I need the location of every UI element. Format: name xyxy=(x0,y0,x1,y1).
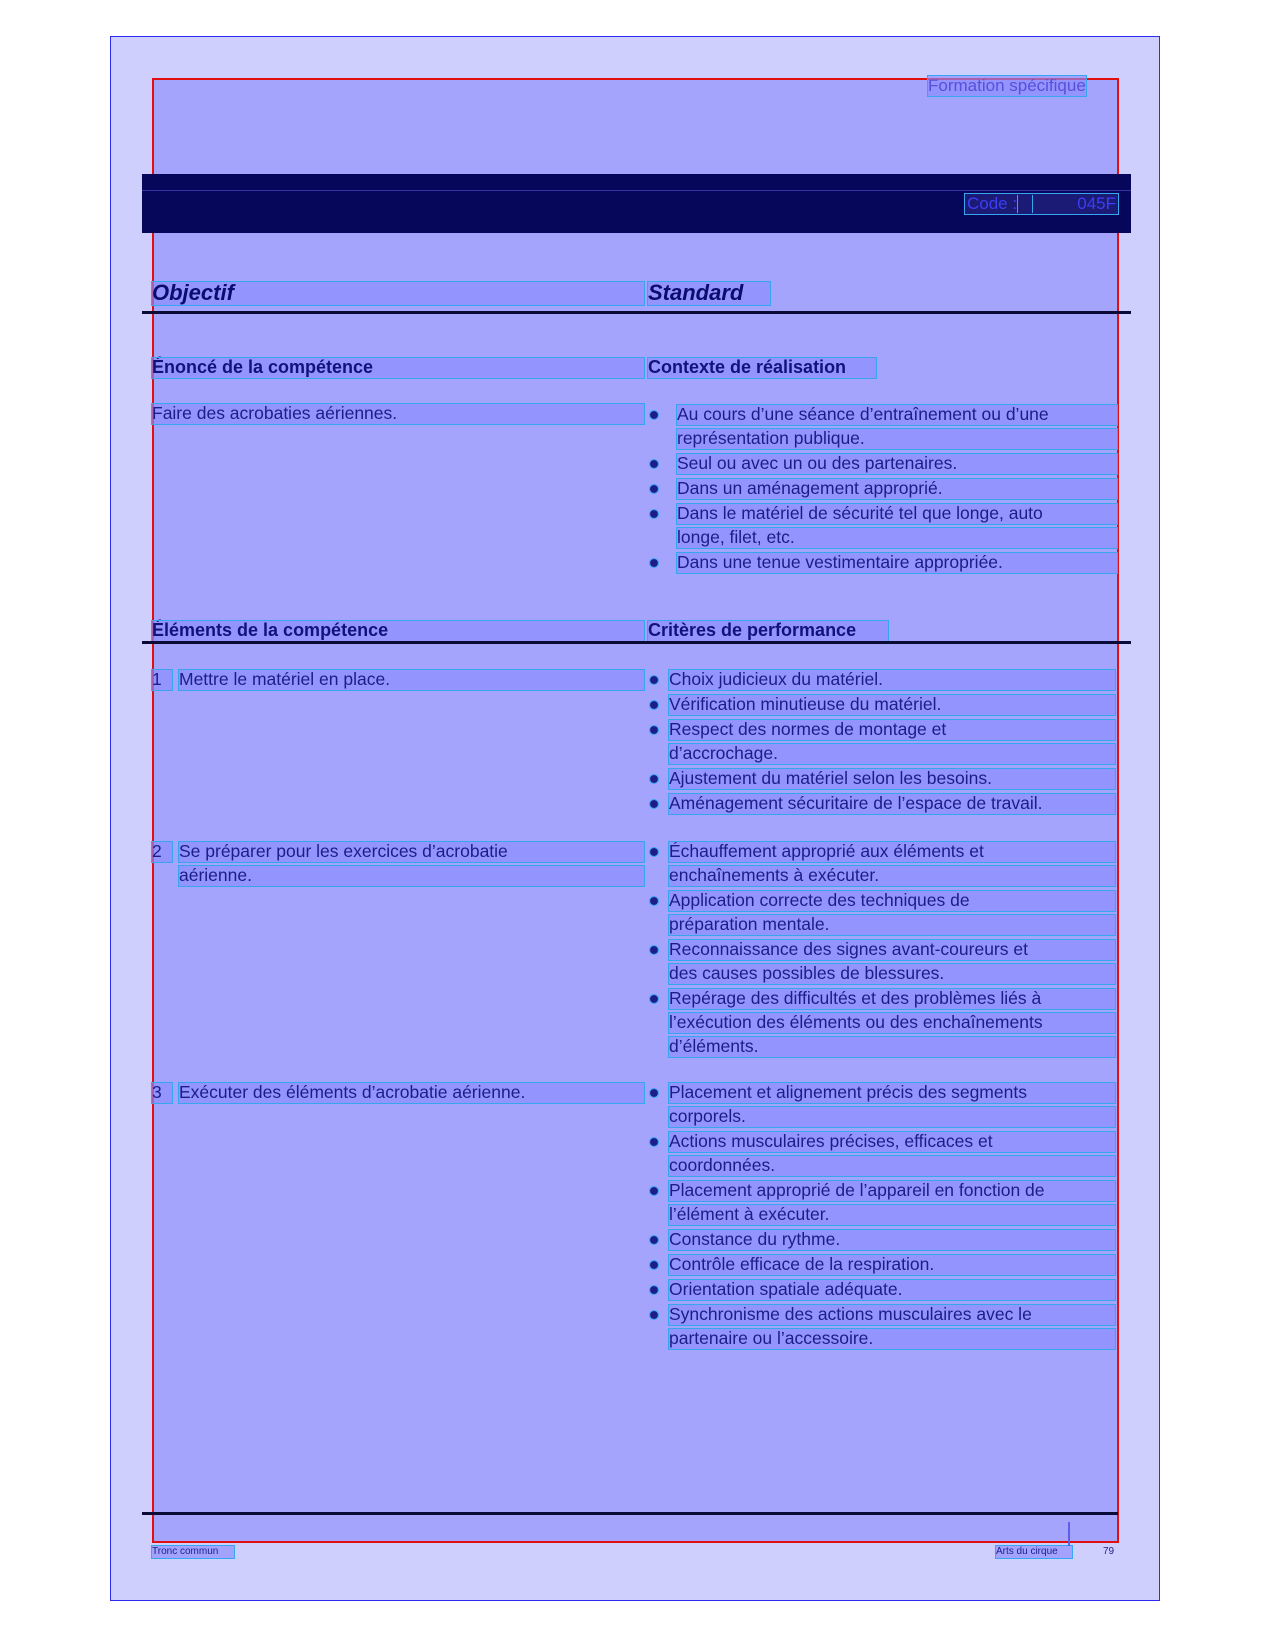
bullet-icon xyxy=(650,800,658,808)
context-item-line: représentation publique. xyxy=(677,429,1117,449)
criterion-line: Constance du rythme. xyxy=(669,1230,1115,1250)
footer-separator xyxy=(1068,1522,1070,1546)
footer-right: Arts du cirque xyxy=(996,1546,1072,1558)
criterion-line: Orientation spatiale adéquate. xyxy=(669,1280,1115,1300)
enonce-heading: Énoncé de la compétence xyxy=(152,358,644,378)
criterion-line: Ajustement du matériel selon les besoins. xyxy=(669,769,1115,789)
competence-statement: Faire des acrobaties aériennes. xyxy=(152,404,644,424)
criterion-line: corporels. xyxy=(669,1107,1115,1127)
code-separator xyxy=(1017,195,1033,213)
bullet-icon xyxy=(650,1089,658,1097)
bullet-icon xyxy=(650,848,658,856)
criterion-line: Synchronisme des actions musculaires avec le xyxy=(669,1305,1115,1325)
criterion-line: d’éléments. xyxy=(669,1037,1115,1057)
contexte-heading: Contexte de réalisation xyxy=(648,358,876,378)
context-item-line: Au cours d’une séance d’entraînement ou d’une xyxy=(677,405,1117,425)
criterion-line: Choix judicieux du matériel. xyxy=(669,670,1115,690)
criterion-line: Respect des normes de montage et xyxy=(669,720,1115,740)
element-text-line: aérienne. xyxy=(179,866,644,886)
page-number: 79 xyxy=(1103,1546,1115,1557)
elements-heading: Éléments de la compétence xyxy=(152,621,644,641)
element-number: 3 xyxy=(152,1083,172,1103)
bullet-icon xyxy=(650,676,658,684)
criterion-line: l’élément à exécuter. xyxy=(669,1205,1115,1225)
element-text-line: Exécuter des éléments d’acrobatie aérienne. xyxy=(179,1083,644,1103)
criterion-line: Actions musculaires précises, efficaces et xyxy=(669,1132,1115,1152)
standard-heading: Standard xyxy=(648,282,770,305)
footer-rule xyxy=(142,1512,1118,1515)
criterion-line: coordonnées. xyxy=(669,1156,1115,1176)
element-number: 2 xyxy=(152,842,172,862)
code-value: 045F xyxy=(1077,194,1116,213)
bullet-icon xyxy=(650,775,658,783)
bullet-icon xyxy=(650,726,658,734)
criterion-line: Reconnaissance des signes avant-coureurs et xyxy=(669,940,1115,960)
bullet-icon xyxy=(650,411,658,419)
elements-rule xyxy=(142,641,1131,644)
context-item-line: Dans le matériel de sécurité tel que longe, auto xyxy=(677,504,1117,524)
program-code xyxy=(965,194,1118,214)
bullet-icon xyxy=(650,1311,658,1319)
context-item-line: Dans une tenue vestimentaire appropriée. xyxy=(677,553,1117,573)
criterion-line: Repérage des difficultés et des problèmes liés à xyxy=(669,989,1115,1009)
element-number: 1 xyxy=(152,670,172,690)
bullet-icon xyxy=(650,1236,658,1244)
bullet-icon xyxy=(650,897,658,905)
criterion-line: Aménagement sécuritaire de l’espace de travail. xyxy=(669,794,1115,814)
criterion-line: Placement et alignement précis des segments xyxy=(669,1083,1115,1103)
criterion-line: Échauffement approprié aux éléments et xyxy=(669,842,1115,862)
bullet-icon xyxy=(650,1286,658,1294)
bullet-icon xyxy=(650,946,658,954)
bullet-icon xyxy=(650,1138,658,1146)
criteres-heading: Critères de performance xyxy=(648,621,888,641)
objectif-heading: Objectif xyxy=(152,282,644,305)
bullet-icon xyxy=(650,701,658,709)
criterion-line: Vérification minutieuse du matériel. xyxy=(669,695,1115,715)
criterion-line: l’exécution des éléments ou des enchaînements xyxy=(669,1013,1115,1033)
element-text-line: Mettre le matériel en place. xyxy=(179,670,644,690)
bullet-icon xyxy=(650,510,658,518)
bullet-icon xyxy=(650,1261,658,1269)
context-item-line: longe, filet, etc. xyxy=(677,528,1117,548)
bullet-icon xyxy=(650,1187,658,1195)
header-rule xyxy=(142,311,1131,314)
criterion-line: partenaire ou l’accessoire. xyxy=(669,1329,1115,1349)
banner-line xyxy=(142,190,1131,191)
context-item-line: Dans un aménagement approprié. xyxy=(677,479,1117,499)
criterion-line: préparation mentale. xyxy=(669,915,1115,935)
bullet-icon xyxy=(650,460,658,468)
footer-left: Tronc commun xyxy=(152,1546,234,1558)
criterion-line: d’accrochage. xyxy=(669,744,1115,764)
criterion-line: Application correcte des techniques de xyxy=(669,891,1115,911)
criterion-line: des causes possibles de blessures. xyxy=(669,964,1115,984)
bullet-icon xyxy=(650,485,658,493)
criterion-line: Contrôle efficace de la respiration. xyxy=(669,1255,1115,1275)
bullet-icon xyxy=(650,995,658,1003)
bullet-icon xyxy=(650,559,658,567)
element-text-line: Se préparer pour les exercices d’acrobatie xyxy=(179,842,644,862)
criterion-line: Placement approprié de l’appareil en fonction de xyxy=(669,1181,1115,1201)
code-label: Code : xyxy=(967,194,1018,213)
criterion-line: enchaînements à exécuter. xyxy=(669,866,1115,886)
section-title: Formation spécifique xyxy=(928,76,1086,95)
context-item-line: Seul ou avec un ou des partenaires. xyxy=(677,454,1117,474)
